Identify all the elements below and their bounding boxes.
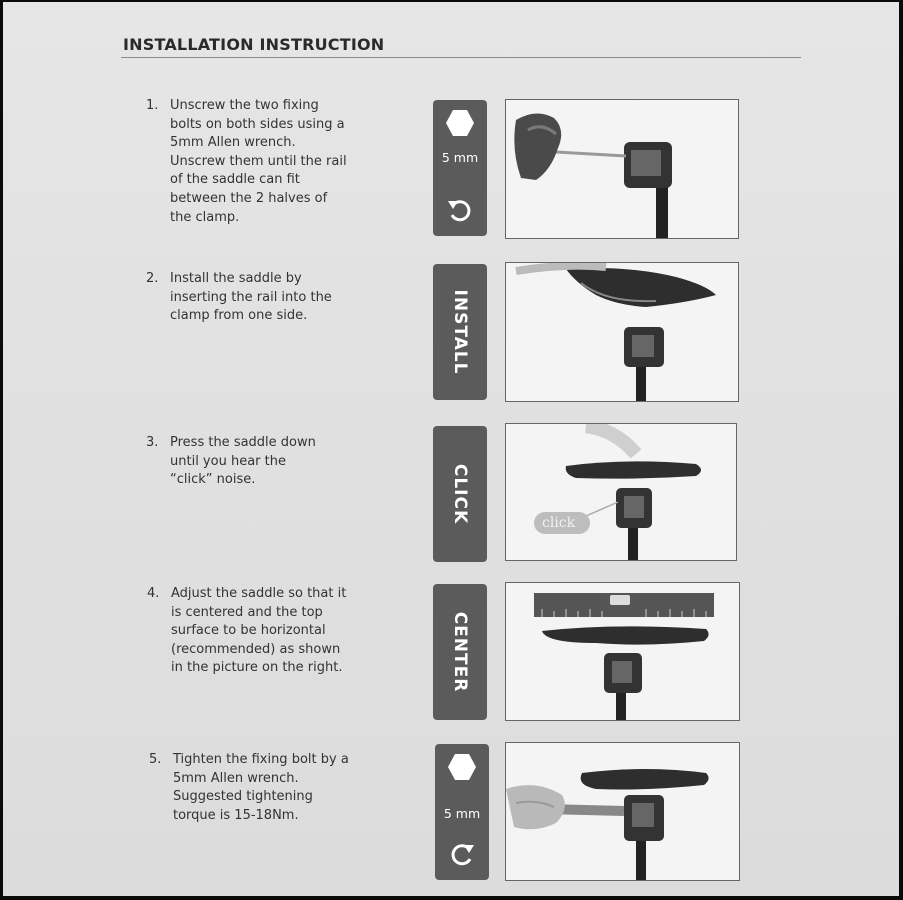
hex-bolt-icon	[447, 752, 477, 782]
step-number: 4.	[147, 586, 160, 601]
badge-label: CENTER	[450, 611, 470, 693]
badge-label: 5 mm	[441, 150, 479, 165]
badge-label: INSTALL	[450, 289, 470, 375]
photo-step-2-install-saddle	[505, 262, 739, 402]
step-text: Press the saddle down until you hear the “click” noise.	[170, 435, 316, 488]
title-divider	[121, 57, 801, 58]
step-2	[146, 270, 406, 330]
step-number: 5.	[149, 752, 162, 767]
step-number: 1.	[146, 98, 159, 113]
badge-label: CLICK	[450, 463, 470, 525]
photo-step-4-level-saddle	[505, 582, 740, 721]
badge-install	[433, 264, 487, 400]
step-text: Tighten the fixing bolt by a 5mm Allen wrench. Suggested tightening torque is 15-18Nm.	[173, 752, 349, 823]
badge-5mm-tighten	[435, 744, 489, 880]
hex-bolt-icon	[445, 108, 475, 138]
badge-5mm-loosen	[433, 100, 487, 236]
badge-center	[433, 584, 487, 720]
photo-step-1-allen-wrench	[505, 99, 739, 239]
page-title: INSTALLATION INSTRUCTION	[123, 35, 385, 54]
manual-page	[3, 2, 899, 896]
step-text: Adjust the saddle so that it is centered and the top surface to be horizontal (recommended) as shown in the picture on the right.	[171, 586, 347, 676]
clockwise-arrow-icon	[447, 840, 477, 870]
badge-click	[433, 426, 487, 562]
photo-step-5-tighten-bolt	[505, 742, 740, 881]
step-1	[146, 97, 406, 237]
counterclockwise-arrow-icon	[445, 196, 475, 226]
photo-step-3-press-saddle	[505, 423, 737, 561]
step-5	[149, 751, 409, 831]
step-3	[146, 434, 406, 494]
step-text: Install the saddle by inserting the rail into the clamp from one side.	[170, 271, 332, 324]
badge-label: 5 mm	[443, 806, 481, 821]
click-label: click	[542, 515, 576, 531]
step-text: Unscrew the two fixing bolts on both sides using a 5mm Allen wrench. Unscrew them until the rail of the saddle can fit between the 2 halves of the clamp.	[170, 98, 347, 225]
step-number: 3.	[146, 435, 159, 450]
step-4	[147, 585, 407, 685]
step-number: 2.	[146, 271, 159, 286]
